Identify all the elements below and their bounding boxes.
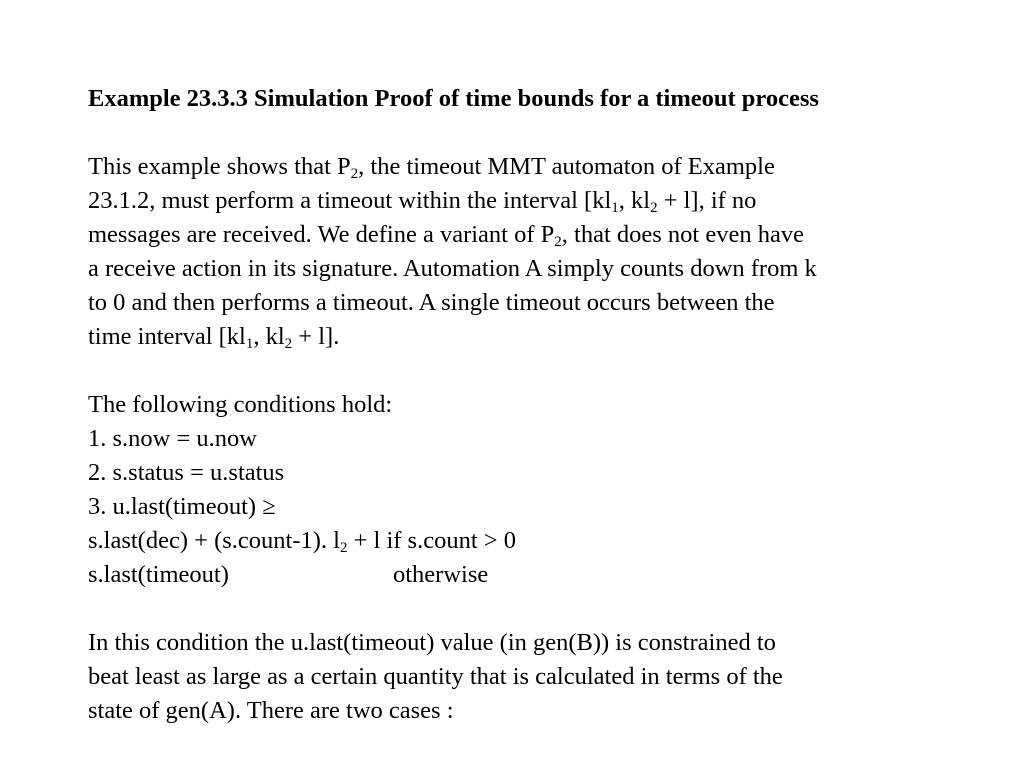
subscript: 2 <box>284 336 293 352</box>
condition-item: 3. u.last(timeout) ≥ <box>88 493 276 520</box>
condition-case <box>88 524 968 558</box>
conditions-heading: The following conditions hold: <box>88 391 393 418</box>
text-run: + l]. <box>292 323 340 350</box>
spacer <box>88 592 968 626</box>
condition-item: 2. s.status = u.status <box>88 459 285 486</box>
text-run: time interval [kl <box>88 323 246 350</box>
spacer <box>88 354 968 388</box>
text-line: a receive action in its signature. Automation A simply counts down from k <box>88 255 817 282</box>
slide-content <box>88 82 968 728</box>
subscript: 2 <box>350 166 359 182</box>
text-run: messages are received. We define a variant of P <box>88 221 555 248</box>
subscript: 2 <box>650 200 658 216</box>
text-run: s.last(dec) + (s.count-1). l <box>88 527 340 554</box>
text-line <box>88 218 968 252</box>
text-run: otherwise <box>393 561 489 588</box>
condition-case <box>88 558 968 592</box>
slide-title: Example 23.3.3 Simulation Proof of time bounds for a timeout process <box>88 85 819 112</box>
text-run: 23.1.2, must perform a timeout within the interval [kl <box>88 187 612 214</box>
spacer <box>88 116 968 150</box>
text-run: s.last(timeout) <box>88 561 229 588</box>
text-line: state of gen(A). There are two cases : <box>88 697 454 724</box>
text-run: + l], if no <box>657 187 757 214</box>
conditions-block <box>88 388 968 592</box>
text-run: , that does not even have <box>561 221 804 248</box>
text-line <box>88 150 968 184</box>
condition-item: 1. s.now = u.now <box>88 425 257 452</box>
subscript: 1 <box>611 200 619 216</box>
text-run: , kl <box>618 187 651 214</box>
text-line: to 0 and then performs a timeout. A single timeout occurs between the <box>88 289 775 316</box>
text-line: beat least as large as a certain quantity that is calculated in terms of the <box>88 663 783 690</box>
text-line <box>88 184 968 218</box>
text-run: + l if s.count > 0 <box>347 527 516 554</box>
text-line: In this condition the u.last(timeout) value (in gen(B)) is constrained to <box>88 629 776 656</box>
subscript: 2 <box>339 540 348 556</box>
closing-paragraph <box>88 626 968 728</box>
text-line <box>88 320 968 354</box>
text-run: , kl <box>253 323 285 350</box>
text-run: This example shows that P <box>88 153 351 180</box>
subscript: 1 <box>245 336 254 352</box>
text-run: , the timeout MMT automaton of Example <box>358 153 775 180</box>
subscript: 2 <box>554 234 562 250</box>
intro-paragraph <box>88 150 968 354</box>
